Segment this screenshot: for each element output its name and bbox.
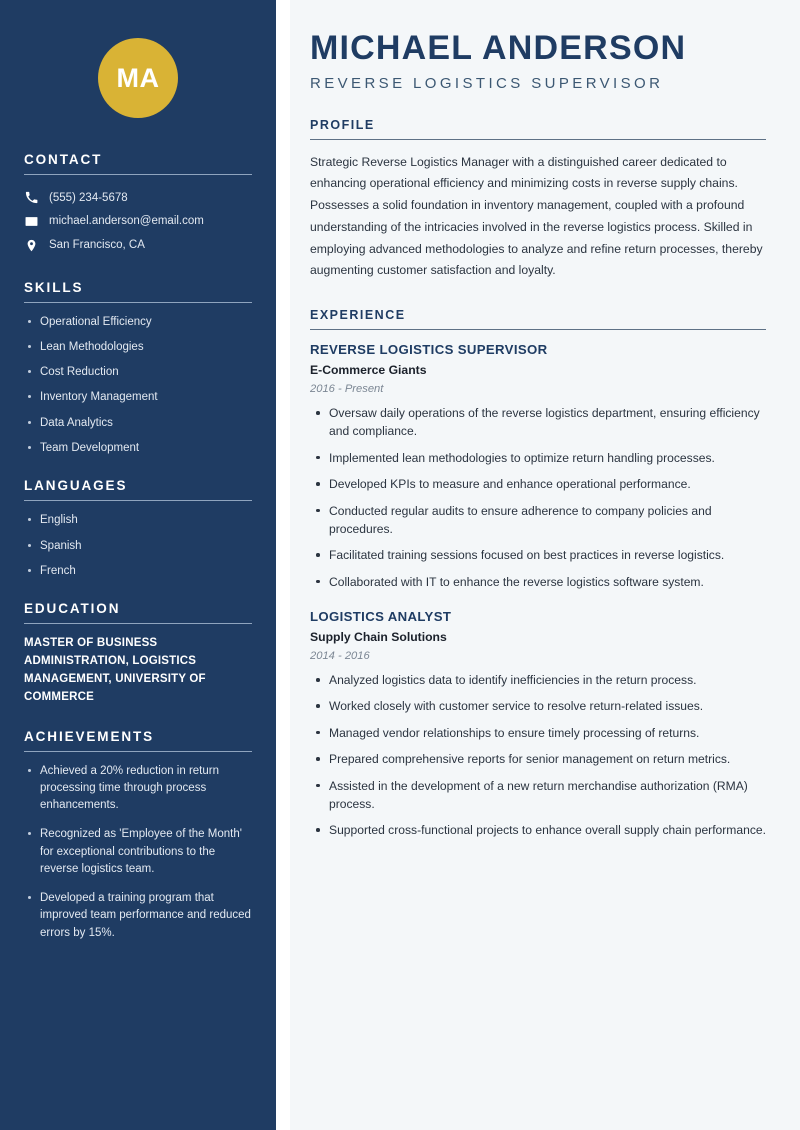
list-item: Oversaw daily operations of the reverse logistics department, ensuring efficiency and compliance. [310, 404, 766, 441]
sidebar-heading-education: EDUCATION [24, 601, 121, 617]
avatar-initials: MA [98, 38, 178, 118]
job-title: LOGISTICS ANALYST [310, 609, 452, 625]
list-item: Team Development [24, 440, 252, 457]
phone-icon [24, 191, 38, 205]
job-title: REVERSE LOGISTICS SUPERVISOR [310, 342, 548, 358]
envelope-icon [24, 215, 38, 229]
list-item: Prepared comprehensive reports for senior management on return metrics. [310, 750, 766, 768]
list-item: Implemented lean methodologies to optimize return handling processes. [310, 449, 766, 467]
job-date: 2016 - Present [310, 383, 384, 396]
section-profile [310, 118, 766, 282]
divider [24, 623, 252, 624]
profile-text: Strategic Reverse Logistics Manager with a distinguished career dedicated to enhancing operational efficiency and minimizing costs in reverse supply chains. Possesses a solid foundation in inventory management, coupled with a profound understanding of the intricacies involved in the reverse logistics process. Skilled in employing advanced methodologies to analyze and refine return processes, thereby augmenting customer satisfaction and loyalty. [310, 154, 763, 278]
divider [24, 751, 252, 752]
page-title: MICHAEL ANDERSON [310, 29, 687, 67]
list-item: Analyzed logistics data to identify inefficiencies in the return process. [310, 671, 766, 689]
contact-row-email[interactable] [24, 210, 252, 234]
sidebar-section-languages [24, 478, 252, 579]
list-item: Worked closely with customer service to resolve return-related issues. [310, 697, 766, 715]
divider [24, 174, 252, 175]
sidebar-heading-languages: LANGUAGES [24, 478, 128, 494]
avatar-container [24, 0, 252, 152]
job-date: 2014 - 2016 [310, 650, 370, 663]
list-item: Operational Efficiency [24, 314, 252, 331]
sidebar-heading-skills: SKILLS [24, 279, 84, 295]
map-pin-icon [24, 239, 38, 253]
column-gap [276, 0, 290, 1130]
sidebar-heading-contact: CONTACT [24, 152, 103, 167]
divider [24, 500, 252, 501]
list-item: Assisted in the development of a new return merchandise authorization (RMA) process. [310, 777, 766, 814]
sidebar-section-skills [24, 280, 252, 457]
divider [310, 329, 766, 330]
list-item: Developed a training program that improved team performance and reduced errors by 15%. [24, 890, 252, 942]
list-item: English [24, 512, 252, 529]
list-item: Conducted regular audits to ensure adherence to company policies and procedures. [310, 502, 766, 539]
divider [24, 302, 252, 303]
contact-row-location[interactable] [24, 234, 252, 258]
list-item: Achieved a 20% reduction in return processing time through process enhancements. [24, 763, 252, 815]
sidebar [0, 0, 276, 1130]
main-content [290, 0, 800, 1130]
job-bullet-list [310, 404, 766, 591]
education-degree: MASTER OF BUSINESS ADMINISTRATION, LOGISTICS MANAGEMENT, UNIVERSITY OF COMMERCE [24, 637, 206, 703]
job-bullet-list [310, 671, 766, 840]
list-item: Recognized as 'Employee of the Month' for exceptional contributions to the reverse logistics team. [24, 826, 252, 878]
list-item: Developed KPIs to measure and enhance operational performance. [310, 475, 766, 493]
list-item: Supported cross-functional projects to enhance overall supply chain performance. [310, 821, 766, 839]
list-item: Inventory Management [24, 389, 252, 406]
sidebar-heading-achievements: ACHIEVEMENTS [24, 728, 155, 744]
section-heading-profile: PROFILE [310, 117, 375, 132]
experience-entry [310, 342, 766, 591]
sidebar-section-contact [24, 152, 252, 258]
contact-email-value: michael.anderson@email.com [49, 215, 204, 228]
contact-location-value: San Francisco, CA [49, 239, 145, 252]
achievements-list [24, 763, 252, 942]
list-item: French [24, 563, 252, 580]
list-item: Cost Reduction [24, 364, 252, 381]
experience-entry [310, 609, 766, 840]
section-experience [310, 308, 766, 840]
skills-list [24, 314, 252, 457]
list-item: Lean Methodologies [24, 339, 252, 356]
list-item: Collaborated with IT to enhance the reverse logistics software system. [310, 573, 766, 591]
section-heading-experience: EXPERIENCE [310, 308, 406, 323]
list-item: Managed vendor relationships to ensure timely processing of returns. [310, 724, 766, 742]
list-item: Data Analytics [24, 415, 252, 432]
sidebar-section-achievements [24, 729, 252, 942]
job-company: Supply Chain Solutions [310, 630, 447, 645]
divider [310, 139, 766, 140]
languages-list [24, 512, 252, 579]
sidebar-section-education [24, 601, 252, 706]
list-item: Facilitated training sessions focused on best practices in reverse logistics. [310, 546, 766, 564]
job-role-subtitle: REVERSE LOGISTICS SUPERVISOR [310, 74, 664, 92]
job-company: E-Commerce Giants [310, 363, 427, 378]
contact-phone-value: (555) 234-5678 [49, 191, 128, 204]
list-item: Spanish [24, 538, 252, 555]
contact-row-phone[interactable] [24, 186, 252, 210]
